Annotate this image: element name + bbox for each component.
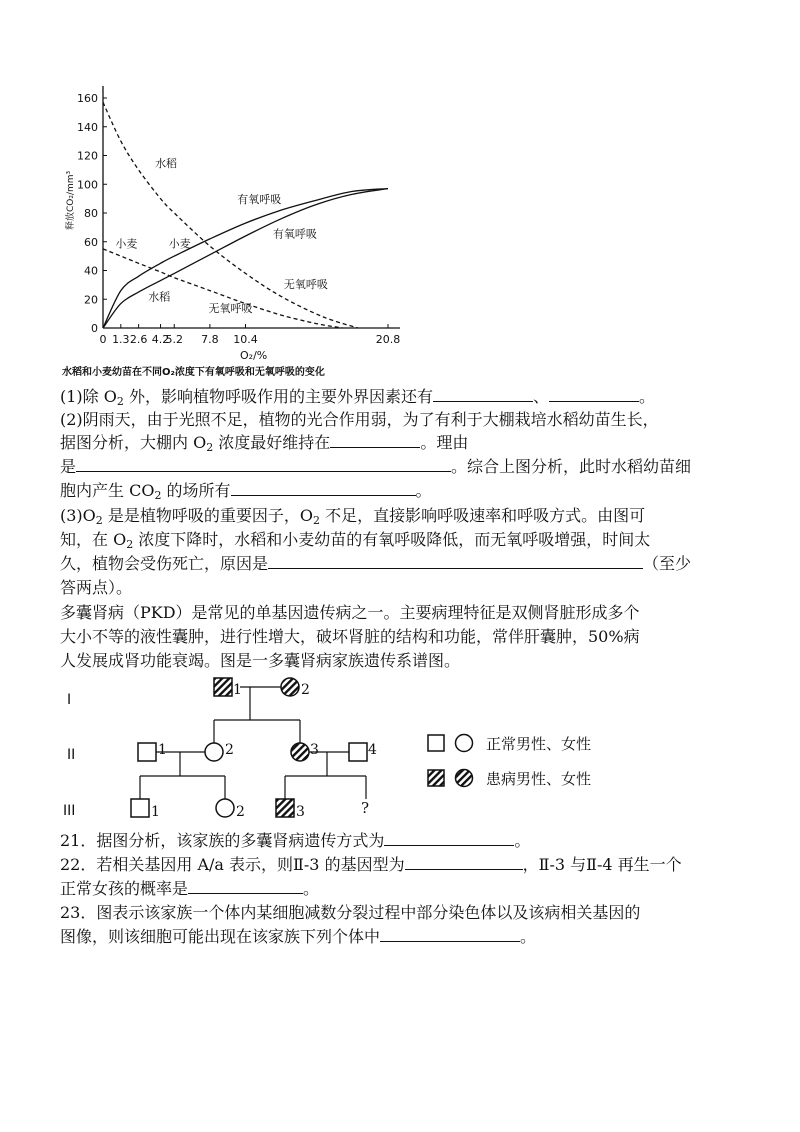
chart-annotation: 水稻 (148, 290, 171, 304)
series-line-0 (103, 102, 358, 328)
individual-III-1 (131, 799, 149, 817)
question-22-line-1: 22．若相关基因用 A/a 表示，则Ⅱ-3 的基因型为 ，Ⅱ-3 与Ⅱ-4 再生一个 (60, 855, 682, 874)
individual-II-3 (291, 743, 309, 761)
chart-annotation: 有氧呼吸 (237, 192, 282, 206)
answer-blank[interactable] (188, 878, 303, 894)
question-3-line-1: $(3)O_2$ 是是植物呼吸的重要因子，$O_2$ 不足，直接影响呼吸速率和呼吸方式。由图可 (60, 506, 646, 527)
pkd-intro-line-1: 多囊肾病（PKD）是常见的单基因遗传病之一。主要病理特征是双侧肾脏形成多个 (60, 603, 640, 622)
y-tick-label: 0 (91, 322, 98, 335)
y-tick-label: 100 (77, 178, 98, 192)
individual-label-III-2: 2 (236, 804, 245, 820)
legend-affected-male-icon (428, 770, 444, 786)
individual-III-3 (276, 799, 294, 817)
question-21: 21．据图分析，该家族的多囊肾病遗传方式为 。 (60, 831, 531, 850)
individual-II-2 (205, 743, 223, 761)
individual-label-II-1: 1 (158, 742, 167, 758)
question-2-line-4: 胞内产生 $CO_2$ 的场所有 。 (60, 481, 432, 502)
legend-normal-male-icon (428, 735, 444, 751)
pkd-intro-line-2: 大小不等的液性囊肿，进行性增大，破坏肾脏的结构和功能，常伴肝囊肿，50%病 (60, 627, 640, 646)
answer-blank[interactable] (384, 830, 514, 846)
answer-blank[interactable] (268, 553, 643, 569)
answer-blank[interactable] (405, 854, 523, 870)
chart-annotation: 小麦 (115, 237, 138, 251)
x-tick-label: 5.2 (165, 333, 183, 346)
answer-blank[interactable] (330, 432, 420, 448)
x-tick-label: 4.2 (151, 333, 170, 346)
pedigree-chart (40, 668, 760, 828)
x-axis-label: O₂/% (240, 349, 268, 362)
chart-annotation: 小麦 (168, 237, 191, 251)
question-22-line-2: 正常女孩的概率是 。 (60, 879, 320, 898)
chart-title: 水稻和小麦幼苗在不同O₂浓度下有氧呼吸和无氧呼吸的变化 (62, 367, 325, 378)
individual-label-II-3: 3 (310, 742, 319, 758)
y-tick-label: 120 (77, 149, 98, 163)
y-tick-label: 140 (77, 120, 98, 134)
x-tick-label: 0 (99, 333, 107, 346)
question-3-line-3: 久，植物会受伤死亡，原因是 （至少 (60, 554, 692, 573)
x-tick-label: 10.4 (233, 333, 258, 346)
legend-normal-female-icon (456, 735, 473, 752)
question-23-line-2: 图像，则该细胞可能出现在该家族下列个体中 。 (60, 927, 537, 946)
individual-label-III-1: 1 (151, 804, 160, 820)
answer-blank[interactable] (76, 456, 451, 472)
legend-affected-female-icon (456, 770, 473, 787)
question-23-line-1: 23．图表示该家族一个体内某细胞减数分裂过程中部分染色体以及该病相关基因的 (60, 903, 641, 922)
chart-annotation: 有氧呼吸 (272, 227, 317, 241)
individual-label-I-2: 2 (301, 682, 310, 698)
x-tick-label: 1.3 (112, 333, 130, 346)
individual-II-1 (138, 743, 156, 761)
generation-label-II: II (67, 747, 76, 763)
individual-label-I-1: 1 (233, 682, 242, 698)
generation-label-I: I (67, 692, 72, 708)
y-tick-label: 80 (84, 207, 98, 220)
chart-annotation: 无氧呼吸 (208, 302, 253, 316)
individual-label-III-4: ? (361, 799, 370, 817)
y-tick-label: 60 (84, 235, 98, 249)
answer-blank[interactable] (549, 386, 639, 402)
question-3-line-4: 答两点）。 (60, 578, 133, 597)
y-tick-label: 40 (84, 264, 98, 278)
question-2-line-2: 据图分析，大棚内 $O_2$ 浓度最好维持在 。理由 (60, 433, 469, 454)
individual-II-4 (349, 743, 367, 761)
individual-I-1 (214, 678, 232, 696)
individual-label-II-4: 4 (368, 742, 377, 758)
chart-annotation: 无氧呼吸 (283, 277, 328, 291)
chart-annotation: 水稻 (155, 157, 178, 170)
question-2-line-1: (2)阴雨天，由于光照不足，植物的光合作用弱，为了有利于大棚栽培水稻幼苗生长， (60, 410, 659, 429)
question-3-line-2: 知，在 $O_2$ 浓度下降时，水稻和小麦幼苗的有氧呼吸降低，而无氧呼吸增强，时间太 (60, 530, 651, 551)
y-axis-label: 释放CO₂/mm³ (66, 170, 76, 230)
question-2-line-3: 是 。综合上图分析，此时水稻幼苗细 (60, 457, 692, 476)
respiration-chart (40, 78, 420, 378)
individual-label-II-2: 2 (225, 742, 234, 758)
generation-label-III: III (63, 803, 76, 819)
answer-blank[interactable] (380, 926, 520, 942)
individual-label-III-3: 3 (296, 804, 305, 820)
individual-I-2 (281, 678, 299, 696)
y-tick-label: 160 (77, 92, 98, 105)
question-1: (1)除 $O_2$ 外，影响植物呼吸作用的主要外界因素还有 、 。 (60, 387, 655, 408)
y-tick-label: 20 (84, 293, 98, 307)
legend-affected-label: 患病男性、女性 (486, 770, 592, 788)
legend-normal-label: 正常男性、女性 (486, 735, 592, 753)
x-tick-label: 7.8 (201, 333, 219, 346)
pkd-intro-line-3: 人发展成肾功能衰竭。图是一多囊肾病家族遗传系谱图。 (60, 651, 461, 670)
answer-blank[interactable] (231, 480, 416, 496)
answer-blank[interactable] (433, 386, 533, 402)
x-tick-label: 20.8 (375, 333, 401, 346)
individual-III-2 (216, 799, 234, 817)
x-tick-label: 2.6 (129, 333, 148, 346)
